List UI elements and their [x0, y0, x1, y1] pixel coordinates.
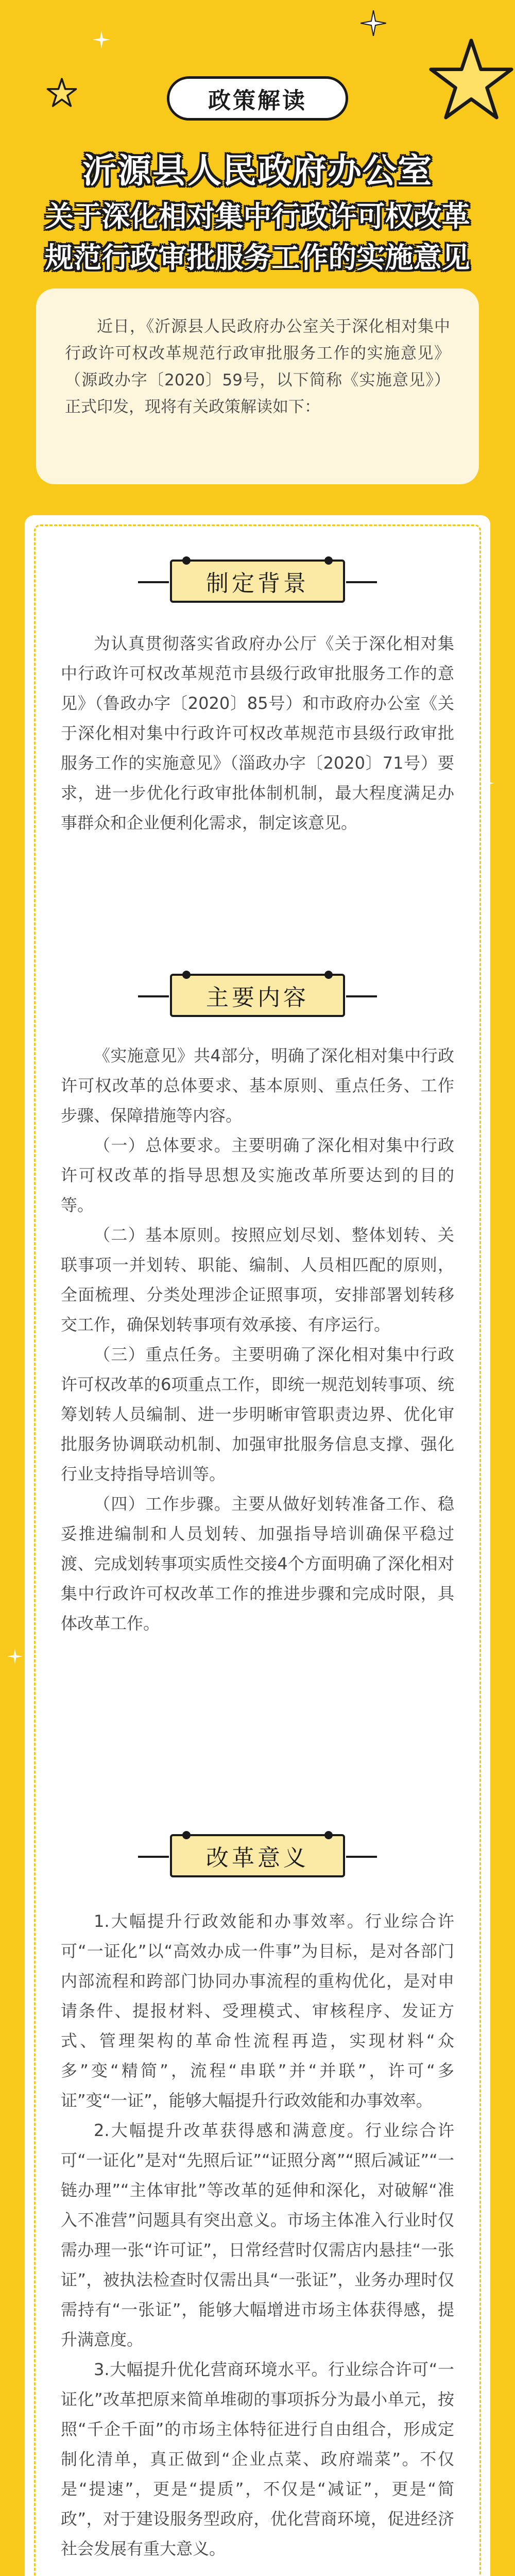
section-header-background: [25, 560, 490, 603]
pin-dot-icon: [182, 556, 191, 565]
pin-dot-icon: [324, 971, 333, 979]
sparkle-icon: [93, 31, 110, 48]
paragraph: 2.大幅提升改革获得感和满意度。行业综合许可“一证化”是对“先照后证”“证照分离”“照后减证”“一链办理”“主体审批”等改革的延伸和深化，对破解“准入不准营”问题具有突出意义。市场主体准入行业时仅需办理一张“许可证”，日常经营时仅需店内悬挂“一张证”，被执法检查时仅需出具“一张证”，业务办理时仅需持有“一张证”，能够大幅增进市场主体获得感，提升满意度。: [61, 2121, 454, 2349]
paragraph: 1.大幅提升行政效能和办事效率。行业综合许可“一证化”以“高效办成一件事”为目标，是对各部门内部流程和跨部门协同办事流程的重构优化，是对申请条件、提报材料、受理模式、审核程序、发证方式、管理架构的革命性流程再造，实现材料“众多”变“精简”，流程“串联”并“并联”，许可“多证”变“一证”，能够大幅提升行政效能和办事效率。: [61, 1911, 454, 2110]
section-pill: [170, 560, 345, 603]
paragraph: （二）基本原则。按照应划尽划、整体划转、关联事项一并划转、职能、编制、人员相匹配的原则，全面梳理、分类处理涉企证照事项，安排部署划转移交工作，确保划转事项有效承接、有序运行。: [61, 1225, 454, 1334]
sparkle-icon: [360, 10, 386, 36]
intro-card: [36, 289, 479, 484]
page-title-line1: 沂源县人民政府办公室: [82, 151, 433, 191]
intro-text: 近日，《沂源县人民政府办公室关于深化相对集中行政许可权改革规范行政审批服务工作的实施意见》（源政办字〔2020〕59号，以下简称《实施意见》）正式印发，现将有关政策解读如下：: [65, 317, 450, 416]
section-body-background: [61, 629, 454, 838]
sparkle-icon: [7, 1649, 23, 1664]
paragraph: （一）总体要求。主要明确了深化相对集中行政许可权改革的指导思想及实施改革所要达到的目的等。: [61, 1136, 454, 1215]
star-icon: [427, 36, 515, 124]
section-header-significance: [25, 1834, 490, 1877]
section-title: 主要内容: [206, 985, 309, 1011]
paragraph: （四）工作步骤。主要从做好划转准备工作、稳妥推进编制和人员划转、加强指导培训确保平稳过渡、完成划转事项实质性交接4个方面明确了深化相对集中行政许可权改革工作的推进步骤和完成时限，具体改革工作。: [61, 1494, 454, 1633]
pin-dot-icon: [182, 971, 191, 979]
page-title-line3: 规范行政审批服务工作的实施意见: [45, 241, 470, 274]
pin-dot-icon: [324, 556, 333, 565]
section-pill: [170, 1834, 345, 1877]
paragraph: 3.大幅提升优化营商环境水平。行业综合许可“一证化”改革把原来简单堆砌的事项拆分为最小单元，按照“千企千面”的市场主体特征进行自由组合，形成定制化清单，真正做到“企业点菜、政府端菜”。不仅是“提速”，更是“提质”，不仅是“减证”，更是“简政”，对于建设服务型政府，优化营商环境，促进经济社会发展有重大意义。: [61, 2360, 454, 2558]
section-body-significance: [61, 1906, 454, 2564]
section-body-content: [61, 1041, 454, 1638]
section-title: 改革意义: [206, 1845, 309, 1871]
section-title: 制定背景: [206, 570, 309, 597]
category-tag: 政策解读: [167, 76, 348, 121]
pin-dot-icon: [324, 1831, 333, 1839]
paragraph: 为认真贯彻落实省政府办公厅《关于深化相对集中行政许可权改革规范市县级行政审批服务工作的意见》（鲁政办字〔2020〕85号）和市政府办公室《关于深化相对集中行政许可权改革规范市县级行政审批服务工作的实施意见》（淄政办字〔2020〕71号）要求，进一步优化行政审批体制机制，最大程度满足办事群众和企业便利化需求，制定该意见。: [61, 634, 454, 833]
paragraph: 《实施意见》共4部分，明确了深化相对集中行政许可权改革的总体要求、基本原则、重点任务、工作步骤、保障措施等内容。: [61, 1046, 454, 1125]
page-title-line2: 关于深化相对集中行政许可权改革: [45, 200, 470, 233]
section-header-content: [25, 974, 490, 1017]
content-card: [25, 515, 490, 2576]
pin-dot-icon: [182, 1831, 191, 1839]
small-star-icon: [46, 77, 77, 108]
paragraph: （三）重点任务。主要明确了深化相对集中行政许可权改革的6项重点工作，即统一规范划转事项、统筹划转人员编制、进一步明晰审管职责边界、优化审批服务协调联动机制、加强审批服务信息支撑、强化行业支持指导培训等。: [61, 1345, 454, 1484]
section-pill: [170, 974, 345, 1017]
